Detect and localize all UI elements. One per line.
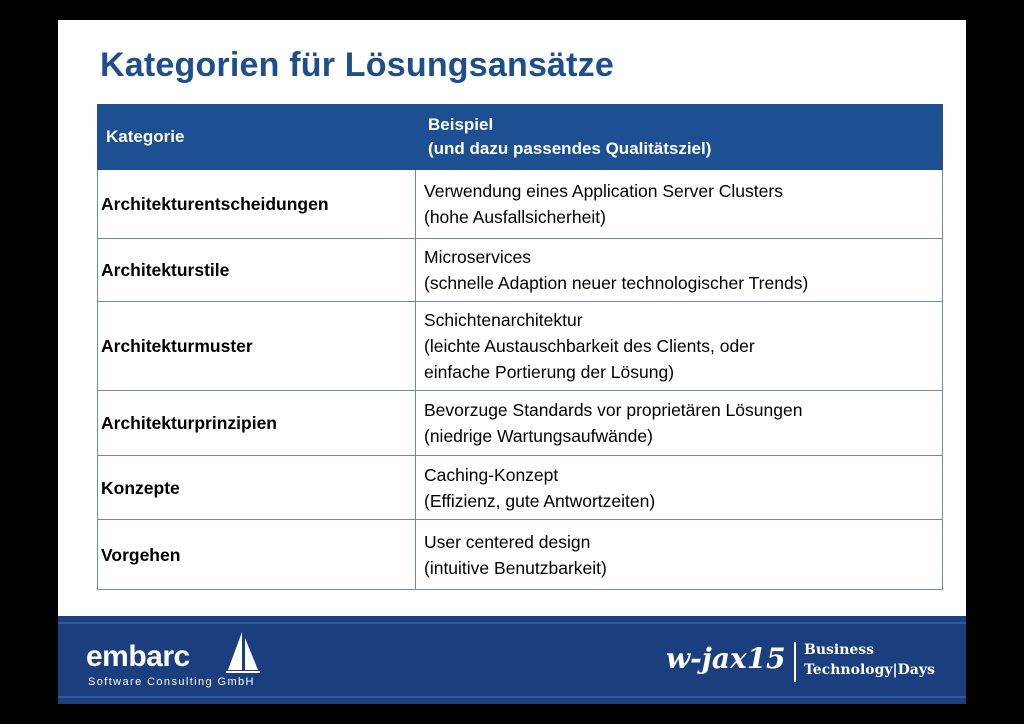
btd-logo-line1: Business [804,642,875,658]
header-kategorie: Kategorie [98,105,416,170]
beispiel-line: (intuitive Benutzbarkeit) [424,557,607,578]
row-kategorie: Architekturentscheidungen [98,170,416,239]
row-beispiel [416,391,943,456]
footer-stripe [58,696,966,698]
beispiel-line: (leichte Austauschbarkeit des Clients, oder [424,336,755,356]
beispiel-line: (schnelle Adaption neuer technologischer Trends) [424,273,809,293]
categories-table [97,104,943,590]
beispiel-line: Caching-Konzept [424,464,559,485]
btd-logo-line2: Technology|Days [804,662,935,678]
row-beispiel [416,302,943,391]
header-beispiel [416,105,943,170]
beispiel-line: User centered design [424,531,591,552]
beispiel-line: einfache Portierung der Lösung) [424,362,675,382]
beispiel-line: Verwendung eines Application Server Clusters [424,181,783,201]
beispiel-line: (niedrige Wartungsaufwände) [424,426,653,446]
row-kategorie: Architekturmuster [98,302,416,391]
slide [58,20,966,704]
table-header-row [98,105,943,170]
slide-title: Kategorien für Lösungsansätze [100,46,614,84]
header-beispiel-line2: (und dazu passendes Qualitätsziel) [428,139,712,158]
wjax-logo [666,640,806,684]
footer-stripe [58,622,966,624]
row-kategorie: Architekturstile [98,239,416,302]
table-row [98,456,943,520]
row-kategorie: Vorgehen [98,520,416,590]
logo-divider [794,642,796,682]
beispiel-line: Bevorzuge Standards vor proprietären Lösungen [424,400,803,420]
table-row [98,239,943,302]
table-row [98,520,943,590]
header-beispiel-line1: Beispiel [428,115,494,134]
row-beispiel [416,456,943,520]
embarc-subtitle: Software Consulting GmbH [88,676,255,688]
beispiel-line: Schichtenarchitektur [424,310,583,330]
wjax-logo-text: w-jax15 [666,642,786,675]
embarc-logo-text: embarc [86,640,190,673]
row-beispiel [416,520,943,590]
row-kategorie: Konzepte [98,456,416,520]
footer-bar [58,616,966,704]
row-beispiel [416,170,943,239]
beispiel-line: (hohe Ausfallsicherheit) [424,207,606,227]
table-row [98,391,943,456]
beispiel-line: (Effizienz, gute Antwortzeiten) [424,490,656,511]
sail-icon [226,630,260,674]
row-beispiel [416,239,943,302]
embarc-logo [86,626,286,696]
beispiel-line: Microservices [424,247,531,267]
categories-table-container [97,104,942,590]
table-row [98,170,943,239]
row-kategorie: Architekturprinzipien [98,391,416,456]
table-row [98,302,943,391]
